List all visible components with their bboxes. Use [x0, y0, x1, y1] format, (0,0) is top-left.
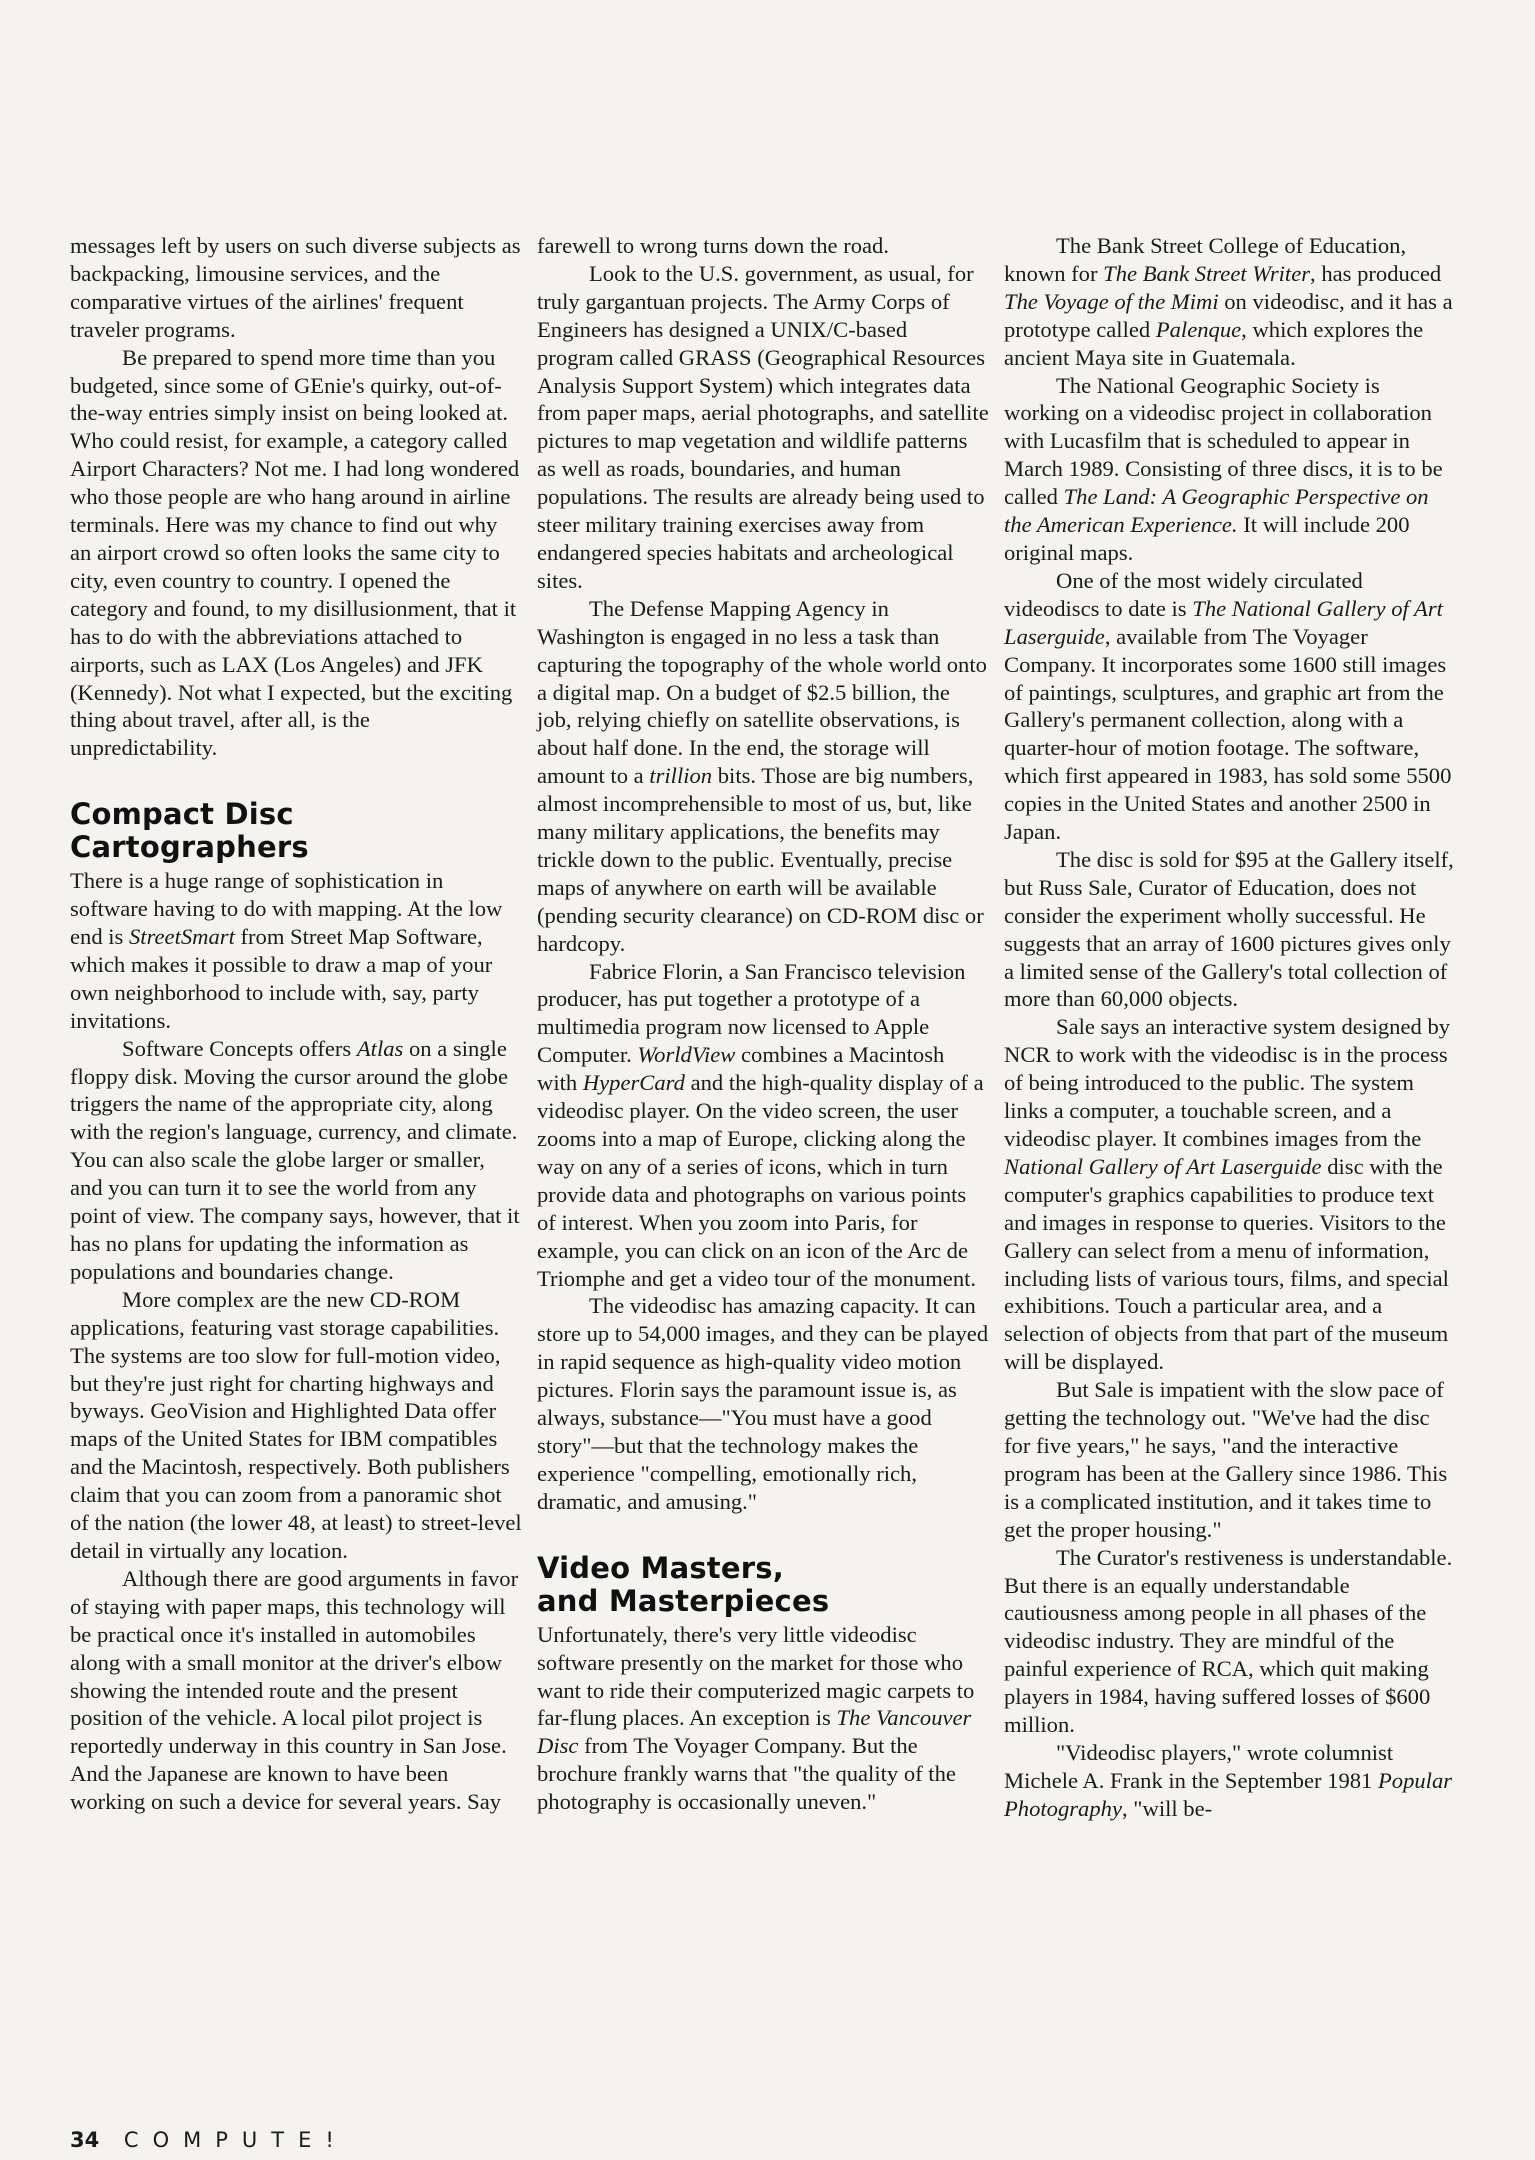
paragraph: Sale says an interactive system designed by NCR to work with the videodisc is in the process of being introduced to the public. The system links a computer, a touchable screen, and a videodisc player. It combines images from the National Gallery of Art Laserguide disc with the computer's graphics capabilities to produce text and images in response to queries. Visitors to the Gallery can select from a menu of information, including lists of various tours, films, and special exhibitions. Touch a particular area, and a selection of objects from that part of the museum will be displayed.: [1004, 1014, 1451, 1375]
title-italic: The National Gallery of Art Laserguide: [1004, 595, 1443, 649]
paragraph: The National Geographic Society is working on a videodisc project in collaboration with Lucasfilm that is scheduled to appear in March 1989. Consisting of three discs, it is to be called The Land: A Geographic Perspective on the American Experience. It will include 200 original maps.: [1004, 372, 1443, 565]
magazine-name: COMPUTE!: [123, 2128, 348, 2152]
paragraph: The Defense Mapping Agency in Washington is engaged in no less a task than capturing the topography of the whole world onto a digital map. On a budget of $2.5 billion, the job, relying chiefly on satellite observations, is about half done. In the end, the storage will amount to a trillion bits. Those are big numbers, almost incomprehensible to most of us, but, like many military applications, the benefits may trickle down to the public. Eventually, precise maps of anywhere on earth will be available (pending security clearance) on CD-ROM disc or hardcopy.: [537, 595, 987, 956]
title-italic: The Vancouver Disc: [537, 1705, 972, 1759]
title-italic: Palenque: [1155, 316, 1242, 342]
heading-line: Compact Disc: [70, 797, 294, 832]
title-italic: National Gallery of Art Laserguide: [1004, 1153, 1322, 1179]
paragraph: Software Concepts offers Atlas on a single floppy disk. Moving the cursor around the globe triggers the name of the appropriate city, along with the region's language, currency, and climate. You can also scale the globe larger or smaller, and you can turn it to see the world from any point of view. The company says, however, that it has no plans for updating the information as populations and boundaries change.: [70, 1035, 520, 1284]
heading-line: Cartographers: [70, 830, 309, 865]
page-footer: [70, 2128, 348, 2152]
title-italic: The Land: A Geographic Perspective on the American Experience.: [1004, 484, 1429, 538]
paragraph: But Sale is impatient with the slow pace of getting the technology out. "We've had the disc for five years," he says, "and the interactive program has been at the Gallery since 1986. This is a complicated institution, and it takes time to get the proper housing.": [1004, 1377, 1448, 1542]
column-3: [1004, 232, 1456, 1823]
paragraph: More complex are the new CD-ROM applications, featuring vast storage capabilities. The systems are too slow for full-motion video, but they're just right for charting highways and byways. GeoVision and Highlighted Data offer maps of the United States for IBM compatibles and the Macintosh, respectively. Both publishers claim that you can zoom from a panoramic shot of the nation (the lower 48, at least) to street-level detail in virtually any location.: [70, 1286, 522, 1563]
paragraph: Although there are good arguments in favor of staying with paper maps, this technology will be practical once it's installed in automobiles along with a small monitor at the driver's elbow showing the intended route and the present position of the vehicle. A local pilot project is reportedly underway in this country in San Jose. And the Japanese are known to have been working on such a device for several years. Say: [70, 1565, 519, 1815]
title-italic: The Bank Street Writer: [1103, 260, 1311, 286]
heading-line: Video Masters,: [537, 1550, 784, 1585]
paragraph: One of the most widely circulated videodiscs to date is The National Gallery of Art Laserguide, available from The Voyager Company. It incorporates some 1600 still images of paintings, sculptures, and graphic art from the Gallery's permanent collection, along with a quarter-hour of motion footage. The software, which first appeared in 1983, has sold some 5500 copies in the United States and another 2500 in Japan.: [1004, 567, 1452, 845]
title-italic: The Voyage of the Mimi: [1004, 288, 1219, 314]
paragraph: Fabrice Florin, a San Francisco television producer, has put together a prototype of a multimedia program now licensed to Apple Computer. WorldView combines a Macintosh with HyperCard and the high-quality display of a videodisc player. On the video screen, the user zooms into a map of Europe, clicking along the way on any of a series of icons, which in turn provide data and photographs on various points of interest. When you zoom into Paris, for example, you can click on an icon of the Arc de Triomphe and get a video tour of the monument.: [537, 958, 984, 1291]
section-heading-compact-disc: [70, 798, 522, 864]
paragraph: messages left by users on such diverse subjects as backpacking, limousine services, and the comparative virtues of the airlines' frequent traveler programs.: [70, 233, 521, 342]
title-italic: WorldView: [637, 1042, 736, 1068]
paragraph: farewell to wrong turns down the road.: [537, 233, 889, 258]
paragraph: There is a huge range of sophistication in software having to do with mapping. At the low end is StreetSmart from Street Map Software, which makes it possible to draw a map of your own neighborhood to include with, say, party invitations.: [70, 868, 503, 1033]
paragraph: Be prepared to spend more time than you budgeted, since some of GEnie's quirky, out-of-the-way entries simply insist on being looked at. Who could resist, for example, a category called Airport Characters? Not me. I had long wondered who those people are who hang around in airline terminals. Here was my chance to find out why an airport crowd so often looks the same city to city, even country to country. I opened the category and found, to my disillusionment, that it has to do with the abbreviations attached to airports, such as LAX (Los Angeles) and JFK (Kennedy). Not what I expected, but the exciting thing about travel, after all, is the unpredictability.: [70, 344, 520, 761]
emphasis-italic: trillion: [649, 763, 713, 789]
title-italic: Popular Photography: [1004, 1767, 1453, 1821]
title-italic: Atlas: [356, 1035, 404, 1061]
heading-line: and Masterpieces: [537, 1583, 830, 1618]
paragraph: The videodisc has amazing capacity. It can store up to 54,000 images, and they can be played in rapid sequence as high-quality video motion pictures. Florin says the paramount issue is, as always, substance—"You must have a good story"—but that the technology makes the experience "compelling, emotionally rich, dramatic, and amusing.": [537, 1293, 989, 1514]
paragraph: The Bank Street College of Education, known for The Bank Street Writer, has produced The Voyage of the Mimi on videodisc, and it has a prototype called Palenque, which explores the ancient Maya site in Guatemala.: [1004, 233, 1453, 370]
paragraph: The disc is sold for $95 at the Gallery itself, but Russ Sale, Curator of Education, does not consider the experiment wholly successful. He suggests that an array of 1600 pictures gives only a limited sense of the Gallery's total collection of more than 60,000 objects.: [1004, 846, 1454, 1012]
page-number: 34: [70, 2128, 100, 2152]
section-heading-video-masters: [537, 1552, 989, 1618]
column-2: [537, 232, 989, 1816]
title-italic: StreetSmart: [129, 924, 235, 950]
title-italic: HyperCard: [582, 1070, 685, 1096]
column-1: [70, 232, 522, 1816]
paragraph: "Videodisc players," wrote columnist Michele A. Frank in the September 1981 Popular Photography, "will be-: [1004, 1739, 1453, 1821]
paragraph: The Curator's restiveness is understandable. But there is an equally understandable cautiousness among people in all phases of the videodisc industry. They are mindful of the painful experience of RCA, which quit making players in 1984, having suffered losses of $600 million.: [1004, 1544, 1453, 1738]
paragraph: Look to the U.S. government, as usual, for truly gargantuan projects. The Army Corps of Engineers has designed a UNIX/C-based program called GRASS (Geographical Resources Analysis Support System) which integrates data from paper maps, aerial photographs, and satellite pictures to map vegetation and wildlife patterns as well as roads, boundaries, and human populations. The results are already being used to steer military training exercises away from endangered species habitats and archeological sites.: [537, 260, 989, 593]
paragraph: Unfortunately, there's very little videodisc software presently on the market for those who want to ride their computerized magic carpets to far-flung places. An exception is The Vancouver Disc from The Voyager Company. But the brochure frankly warns that "the quality of the photography is occasionally uneven.": [537, 1621, 975, 1815]
